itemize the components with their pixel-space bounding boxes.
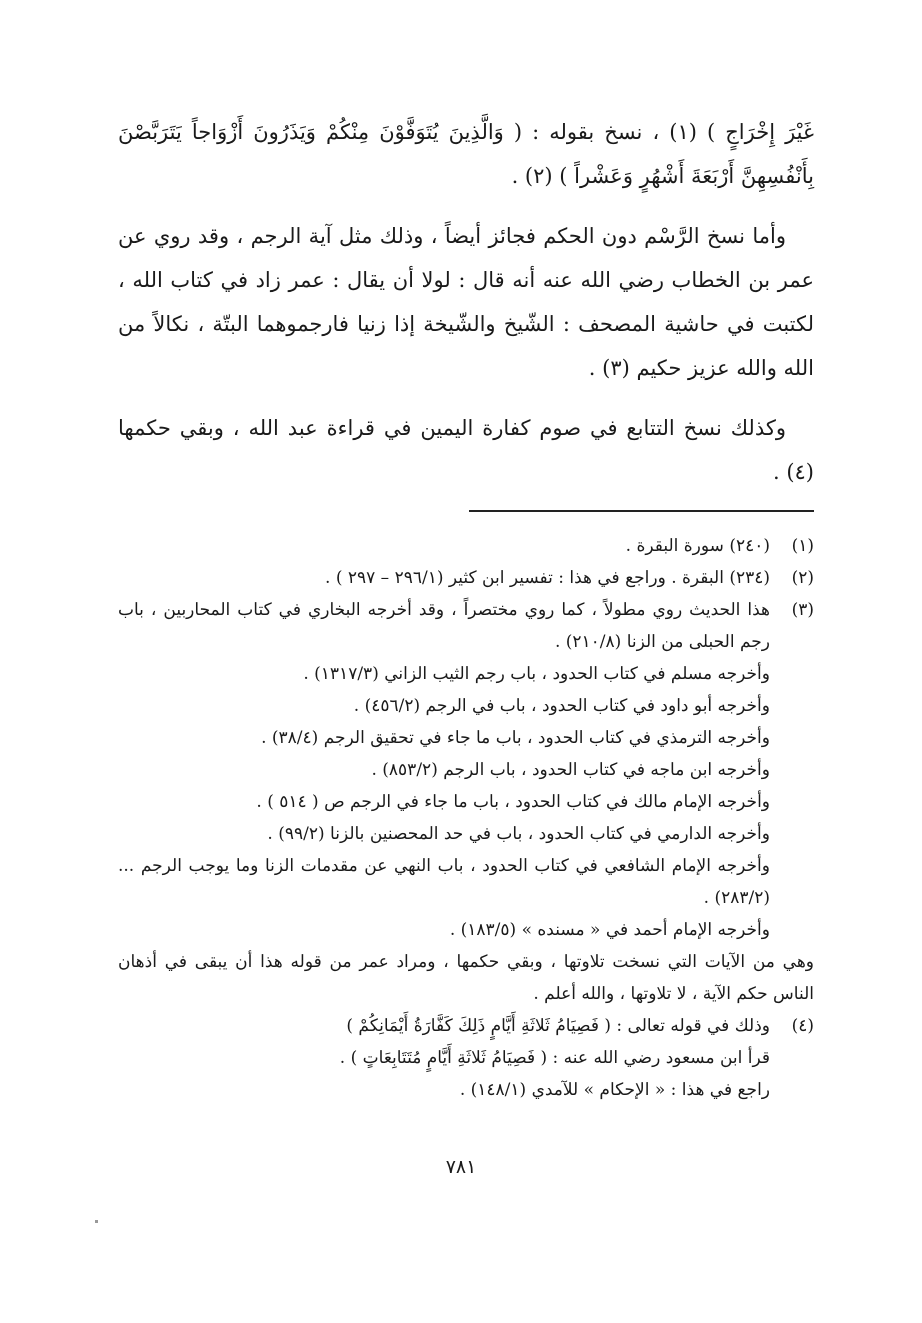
footnote-separator — [469, 510, 814, 512]
footnote-1 — [118, 530, 814, 562]
footnote-line: هذا الحديث روي مطولاً ، كما روي مختصراً ، وقد أخرجه البخاري في كتاب المحاربين ، باب رجم الحبلى من الزنا (٢١٠/٨) . — [118, 600, 770, 652]
footnote-line: وهي من الآيات التي نسخت تلاوتها ، وبقي حكمها ، ومراد عمر من قوله هذا أن يبقى في أذهان الناس حكم الآية ، لا تلاوتها ، والله أعلم . — [118, 952, 814, 1004]
footnote-line: وأخرجه مسلم في كتاب الحدود ، باب رجم الثيب الزاني (١٣١٧/٣) . — [303, 664, 770, 684]
footnote-line: وأخرجه الدارمي في كتاب الحدود ، باب في حد المحصنين بالزنا (٩٩/٢) . — [267, 824, 770, 844]
paragraph-1: غَيْرَ إِخْرَاجٍ ) (١) ، نسخ بقوله : ( وَالَّذِينَ يُتَوَفَّوْنَ مِنْكُمْ وَيَذَرُونَ أَزْوَاجاً يَتَرَبَّصْنَ بِأَنْفُسِهِنَّ أَرْبَعَةَ أَشْهُرٍ وَعَشْراً ) (٢) . — [118, 120, 814, 188]
footnote-line: وذلك في قوله تعالى : ( فَصِيَامُ ثَلاثَةِ أَيَّامٍ ذَلِكَ كَفَّارَةُ أَيْمَانِكُمْ ) — [346, 1016, 770, 1036]
footnote-line: وأخرجه ابن ماجه في كتاب الحدود ، باب الرجم (٨٥٣/٢) . — [371, 760, 770, 780]
paragraph-3: وكذلك نسخ التتابع في صوم كفارة اليمين في قراءة عبد الله ، وبقي حكمها (٤) . — [118, 416, 814, 484]
footnote-note — [118, 946, 814, 1010]
footnote-number: (١) — [791, 536, 814, 556]
page-content — [118, 110, 814, 1106]
footnote-line: قرأ ابن مسعود رضي الله عنه : ( فَصِيَامُ ثَلاثَةِ أَيَّامٍ مُتَتَابِعَاتٍ ) . — [339, 1048, 770, 1068]
footnote-4 — [118, 1010, 814, 1106]
page-number: ٧٨١ — [445, 1156, 477, 1178]
footnote-line: (٢٤٠) سورة البقرة . — [625, 536, 770, 556]
footnote-2 — [118, 562, 814, 594]
footnote-line: وأخرجه أبو داود في كتاب الحدود ، باب في الرجم (٤٥٦/٢) . — [353, 696, 770, 716]
footnotes — [118, 530, 814, 1106]
main-text — [118, 110, 814, 494]
footnote-line: وأخرجه الترمذي في كتاب الحدود ، باب ما جاء في تحقيق الرجم (٣٨/٤) . — [261, 728, 770, 748]
footnote-line: وأخرجه الإمام مالك في كتاب الحدود ، باب ما جاء في الرجم ص ( ٥١٤ ) . — [256, 792, 770, 812]
footnote-number: (٢) — [791, 568, 814, 588]
scan-speck — [95, 1220, 98, 1223]
footnote-3 — [118, 594, 814, 946]
footnote-line: راجع في هذا : « الإحكام » للآمدي (١٤٨/١) . — [459, 1080, 770, 1100]
footnote-number: (٣) — [791, 600, 814, 620]
paragraph-2: وأما نسخ الرَّسْم دون الحكم فجائز أيضاً ، وذلك مثل آية الرجم ، وقد روي عن عمر بن الخطاب رضي الله عنه أنه قال : لولا أن يقال : عمر زاد في كتاب الله ، لكتبت في حاشية المصحف : الشّيخ والشّيخة إذا زنيا فارجموهما البتّة ، نكالاً من الله والله عزيز حكيم (٣) . — [118, 224, 814, 380]
footnote-line: وأخرجه الإمام الشافعي في كتاب الحدود ، باب النهي عن مقدمات الزنا وما يوجب الرجم ... (٢٨٣/٢) . — [118, 856, 770, 908]
footnote-line: (٢٣٤) البقرة . وراجع في هذا : تفسير ابن كثير (٢٩٦/١ – ٢٩٧ ) . — [325, 568, 770, 588]
footnote-number: (٤) — [791, 1016, 814, 1036]
footnote-line: وأخرجه الإمام أحمد في « مسنده » (١٨٣/٥) . — [449, 920, 770, 940]
